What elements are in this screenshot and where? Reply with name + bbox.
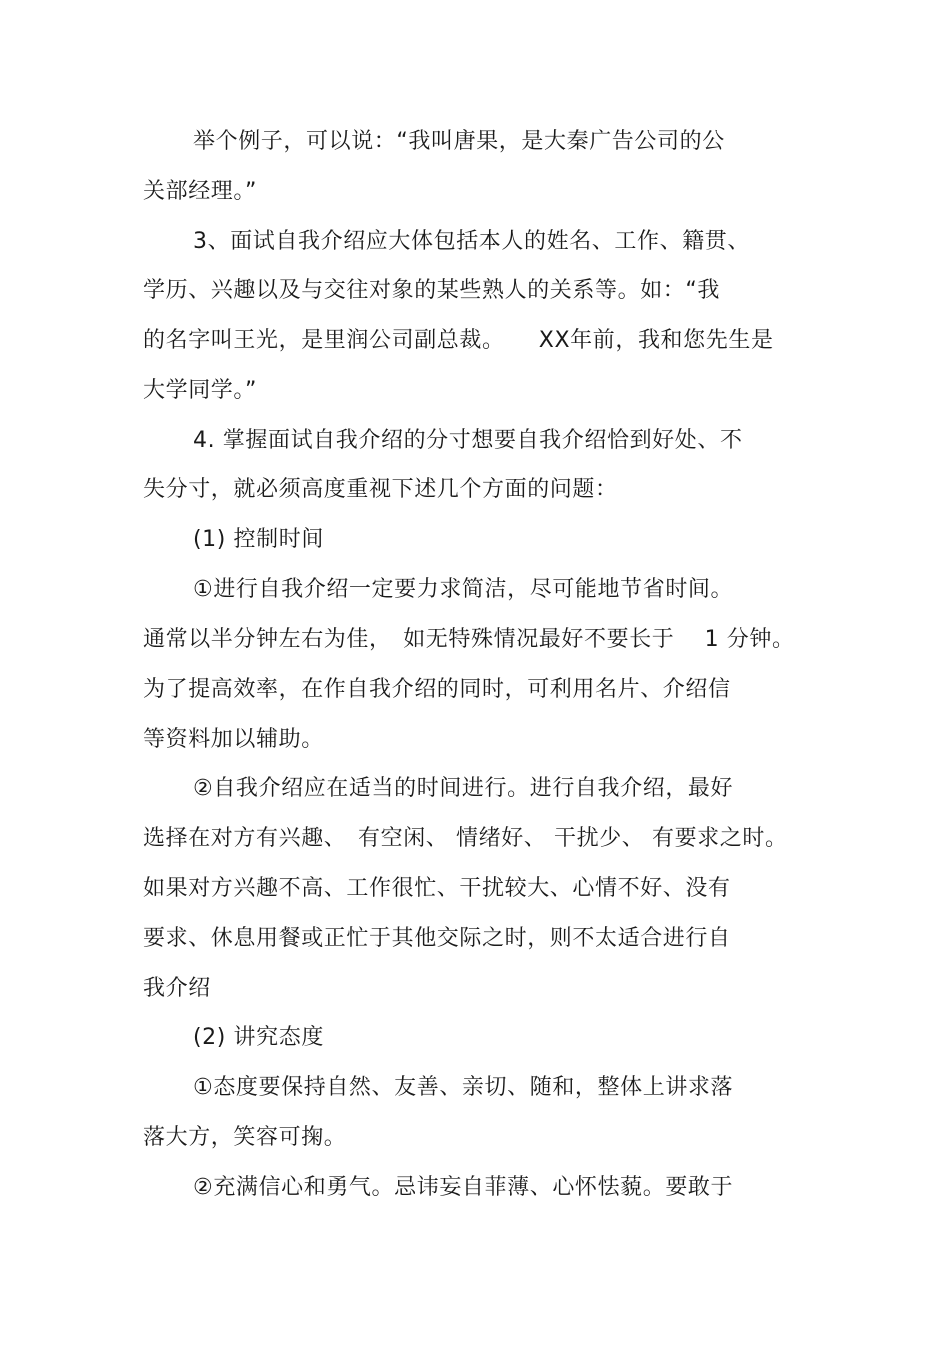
text-line: 大学同学。” <box>143 378 257 403</box>
text-line: ②自我介绍应在适当的时间进行。进行自我介绍，最好 <box>193 776 734 801</box>
text-line: 举个例子，可以说：“我叫唐果，是大秦广告公司的公 <box>193 129 725 154</box>
text-line: 通常以半分钟左右为佳， 如无特殊情况最好不要长于 1 分钟。 <box>143 627 795 652</box>
text-line: 3、面试自我介绍应大体包括本人的姓名、工作、籍贯、 <box>193 229 750 254</box>
text-line: 如果对方兴趣不高、工作很忙、干扰较大、心情不好、没有 <box>143 876 731 901</box>
text-line: 等资料加以辅助。 <box>143 727 324 752</box>
text-line: 选择在对方有兴趣、 有空闲、 情绪好、 干扰少、 有要求之时。 <box>143 826 788 851</box>
text-line: 我介绍 <box>143 976 211 1001</box>
text-line: 的名字叫王光，是里润公司副总裁。 XX年前，我和您先生是 <box>143 328 774 353</box>
text-line: ②充满信心和勇气。忌讳妄自菲薄、心怀怯藐。要敢于 <box>193 1175 734 1200</box>
text-line: 为了提高效率，在作自我介绍的同时，可利用名片、介绍信 <box>143 677 731 702</box>
text-line: 要求、休息用餐或正忙于其他交际之时，则不太适合进行自 <box>143 926 731 951</box>
section-heading: (2) 讲究态度 <box>193 1025 324 1050</box>
text-line: ①态度要保持自然、友善、亲切、随和，整体上讲求落 <box>193 1075 734 1100</box>
text-line: 落大方，笑容可掬。 <box>143 1125 347 1150</box>
text-line: ①进行自我介绍一定要力求简洁，尽可能地节省时间。 <box>193 577 734 602</box>
text-line: 关部经理。” <box>143 179 257 204</box>
text-line: 4. 掌握面试自我介绍的分寸想要自我介绍恰到好处、不 <box>193 428 743 453</box>
section-heading: (1) 控制时间 <box>193 527 324 552</box>
text-line: 失分寸，就必须高度重视下述几个方面的问题： <box>143 477 618 502</box>
text-line: 学历、兴趣以及与交往对象的某些熟人的关系等。如：“我 <box>143 278 720 303</box>
